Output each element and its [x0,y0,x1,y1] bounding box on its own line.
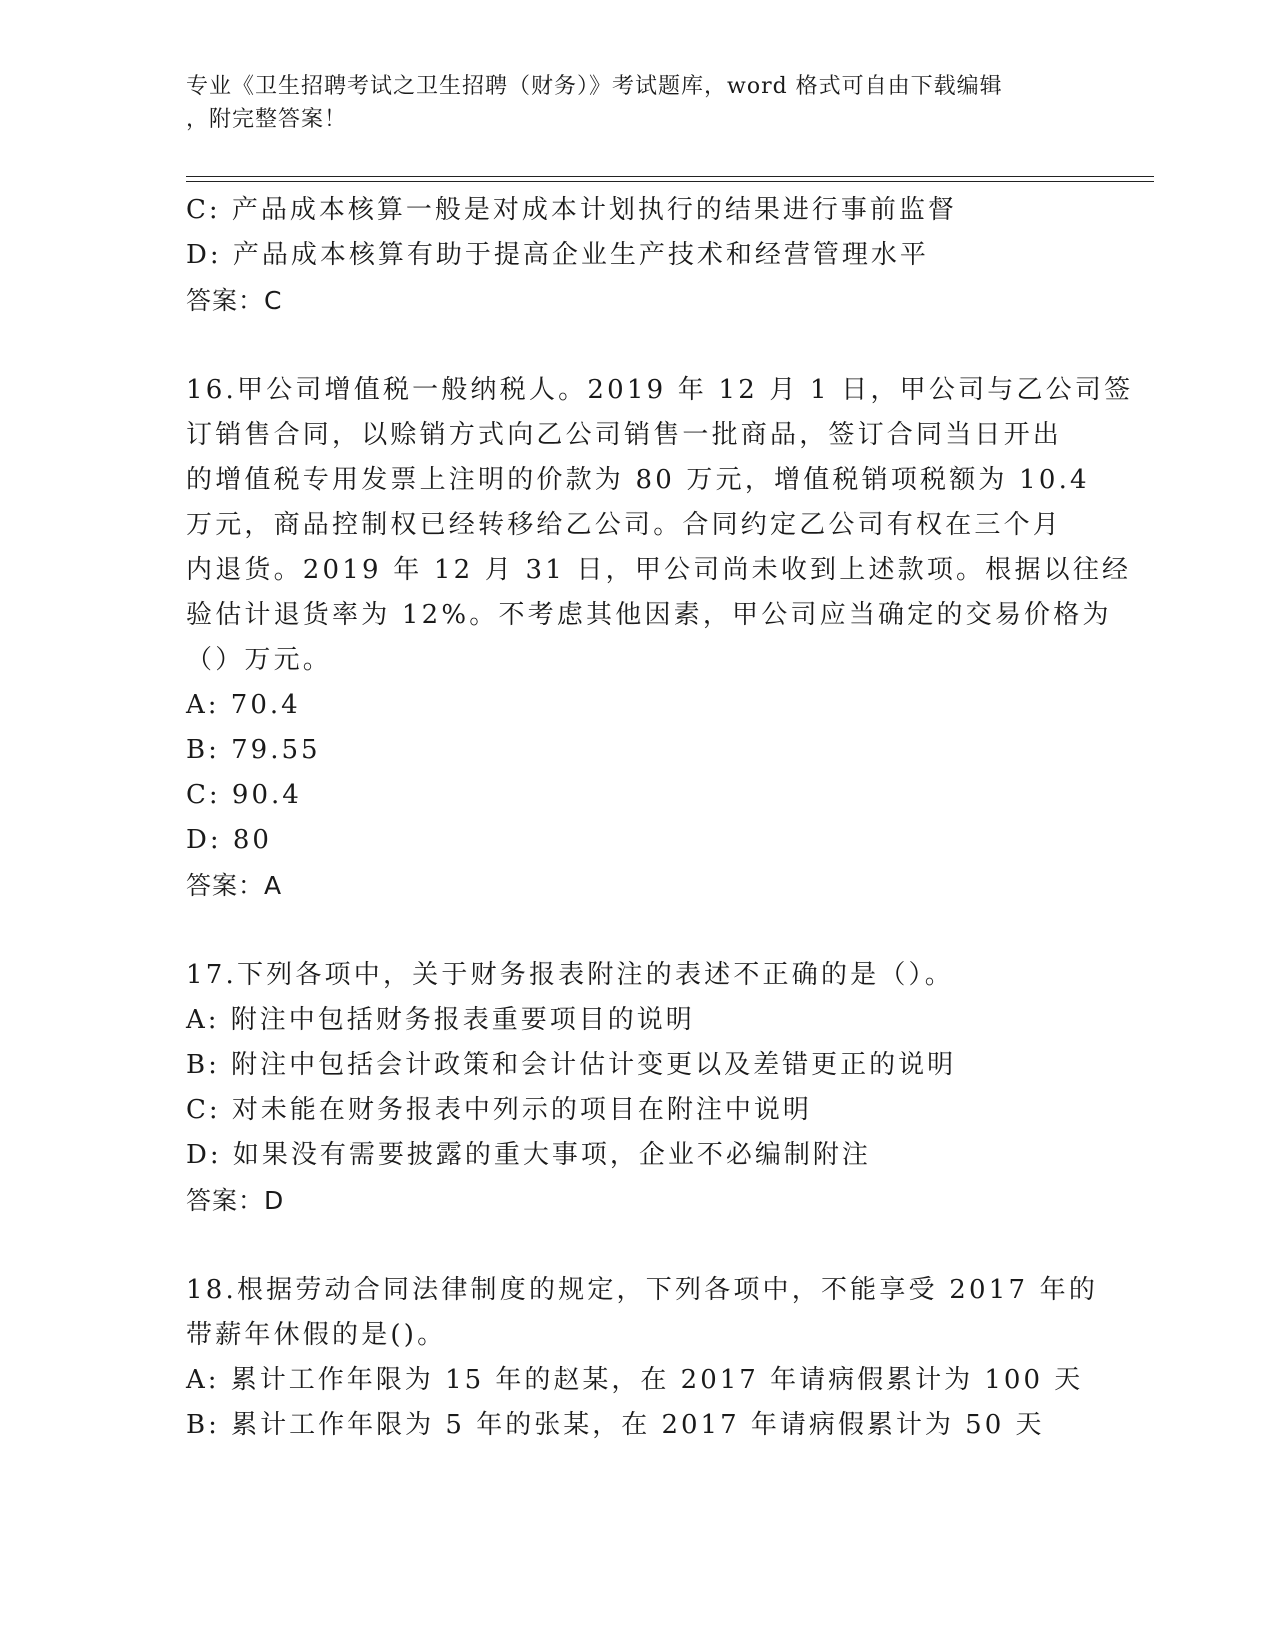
q15-option-c: C: 产品成本核算一般是对成本计划执行的结果进行事前监督 [186,195,957,225]
q16-stem-line: 的增值税专用发票上注明的价款为 80 万元，增值税销项税额为 10.4 [186,465,1090,495]
q18-option-a: A: 累计工作年限为 15 年的赵某，在 2017 年请病假累计为 100 天 [186,1365,1084,1395]
q16-option-a: A: 70.4 [186,690,301,720]
q16-stem-line: 16.甲公司增值税一般纳税人。2019 年 12 月 1 日，甲公司与乙公司签 [186,375,1134,405]
header-line-2: ，附完整答案！ [186,107,348,132]
spacer [186,323,1086,368]
q16-stem-line: 订销售合同，以赊销方式向乙公司销售一批商品，签订合同当日开出 [186,420,1063,450]
q17-option-a: A: 附注中包括财务报表重要项目的说明 [186,1005,695,1035]
q17-option-c: C: 对未能在财务报表中列示的项目在附注中说明 [186,1095,812,1125]
q16-stem-line: （）万元。 [186,645,333,675]
q18-stem-line: 带薪年休假的是()。 [186,1320,447,1350]
q18-stem [186,1268,1099,1358]
q16-option-b: B: 79.55 [186,735,321,765]
q16-answer: 答案：A [186,871,283,900]
header-line-1: 专业《卫生招聘考试之卫生招聘（财务）》考试题库，word 格式可自由下载编辑 [186,74,1003,99]
q15-option-d: D: 产品成本核算有助于提高企业生产技术和经营管理水平 [186,240,929,270]
q17-stem: 17.下列各项中，关于财务报表附注的表述不正确的是（）。 [186,960,954,990]
q17-answer: 答案：D [186,1186,285,1215]
header-divider [186,176,1154,177]
q16-option-d: D: 80 [186,825,272,855]
spacer [186,1223,1086,1268]
q16-stem [186,368,1134,683]
header-divider-thin [186,181,1154,182]
q16-stem-line: 万元，商品控制权已经转移给乙公司。合同约定乙公司有权在三个月 [186,510,1063,540]
q15-answer: 答案：C [186,286,283,315]
q16-stem-line: 内退货。2019 年 12 月 31 日，甲公司尚未收到上述款项。根据以往经 [186,555,1132,585]
q16-stem-line: 验估计退货率为 12%。不考虑其他因素，甲公司应当确定的交易价格为 [186,600,1112,630]
question-content [186,188,1134,1448]
q17-option-b: B: 附注中包括会计政策和会计估计变更以及差错更正的说明 [186,1050,957,1080]
spacer [186,908,1086,953]
q18-option-b: B: 累计工作年限为 5 年的张某，在 2017 年请病假累计为 50 天 [186,1410,1045,1440]
q16-option-c: C: 90.4 [186,780,302,810]
document-header [186,70,1086,136]
q18-stem-line: 18.根据劳动合同法律制度的规定，下列各项中，不能享受 2017 年的 [186,1275,1099,1305]
q17-option-d: D: 如果没有需要披露的重大事项，企业不必编制附注 [186,1140,871,1170]
